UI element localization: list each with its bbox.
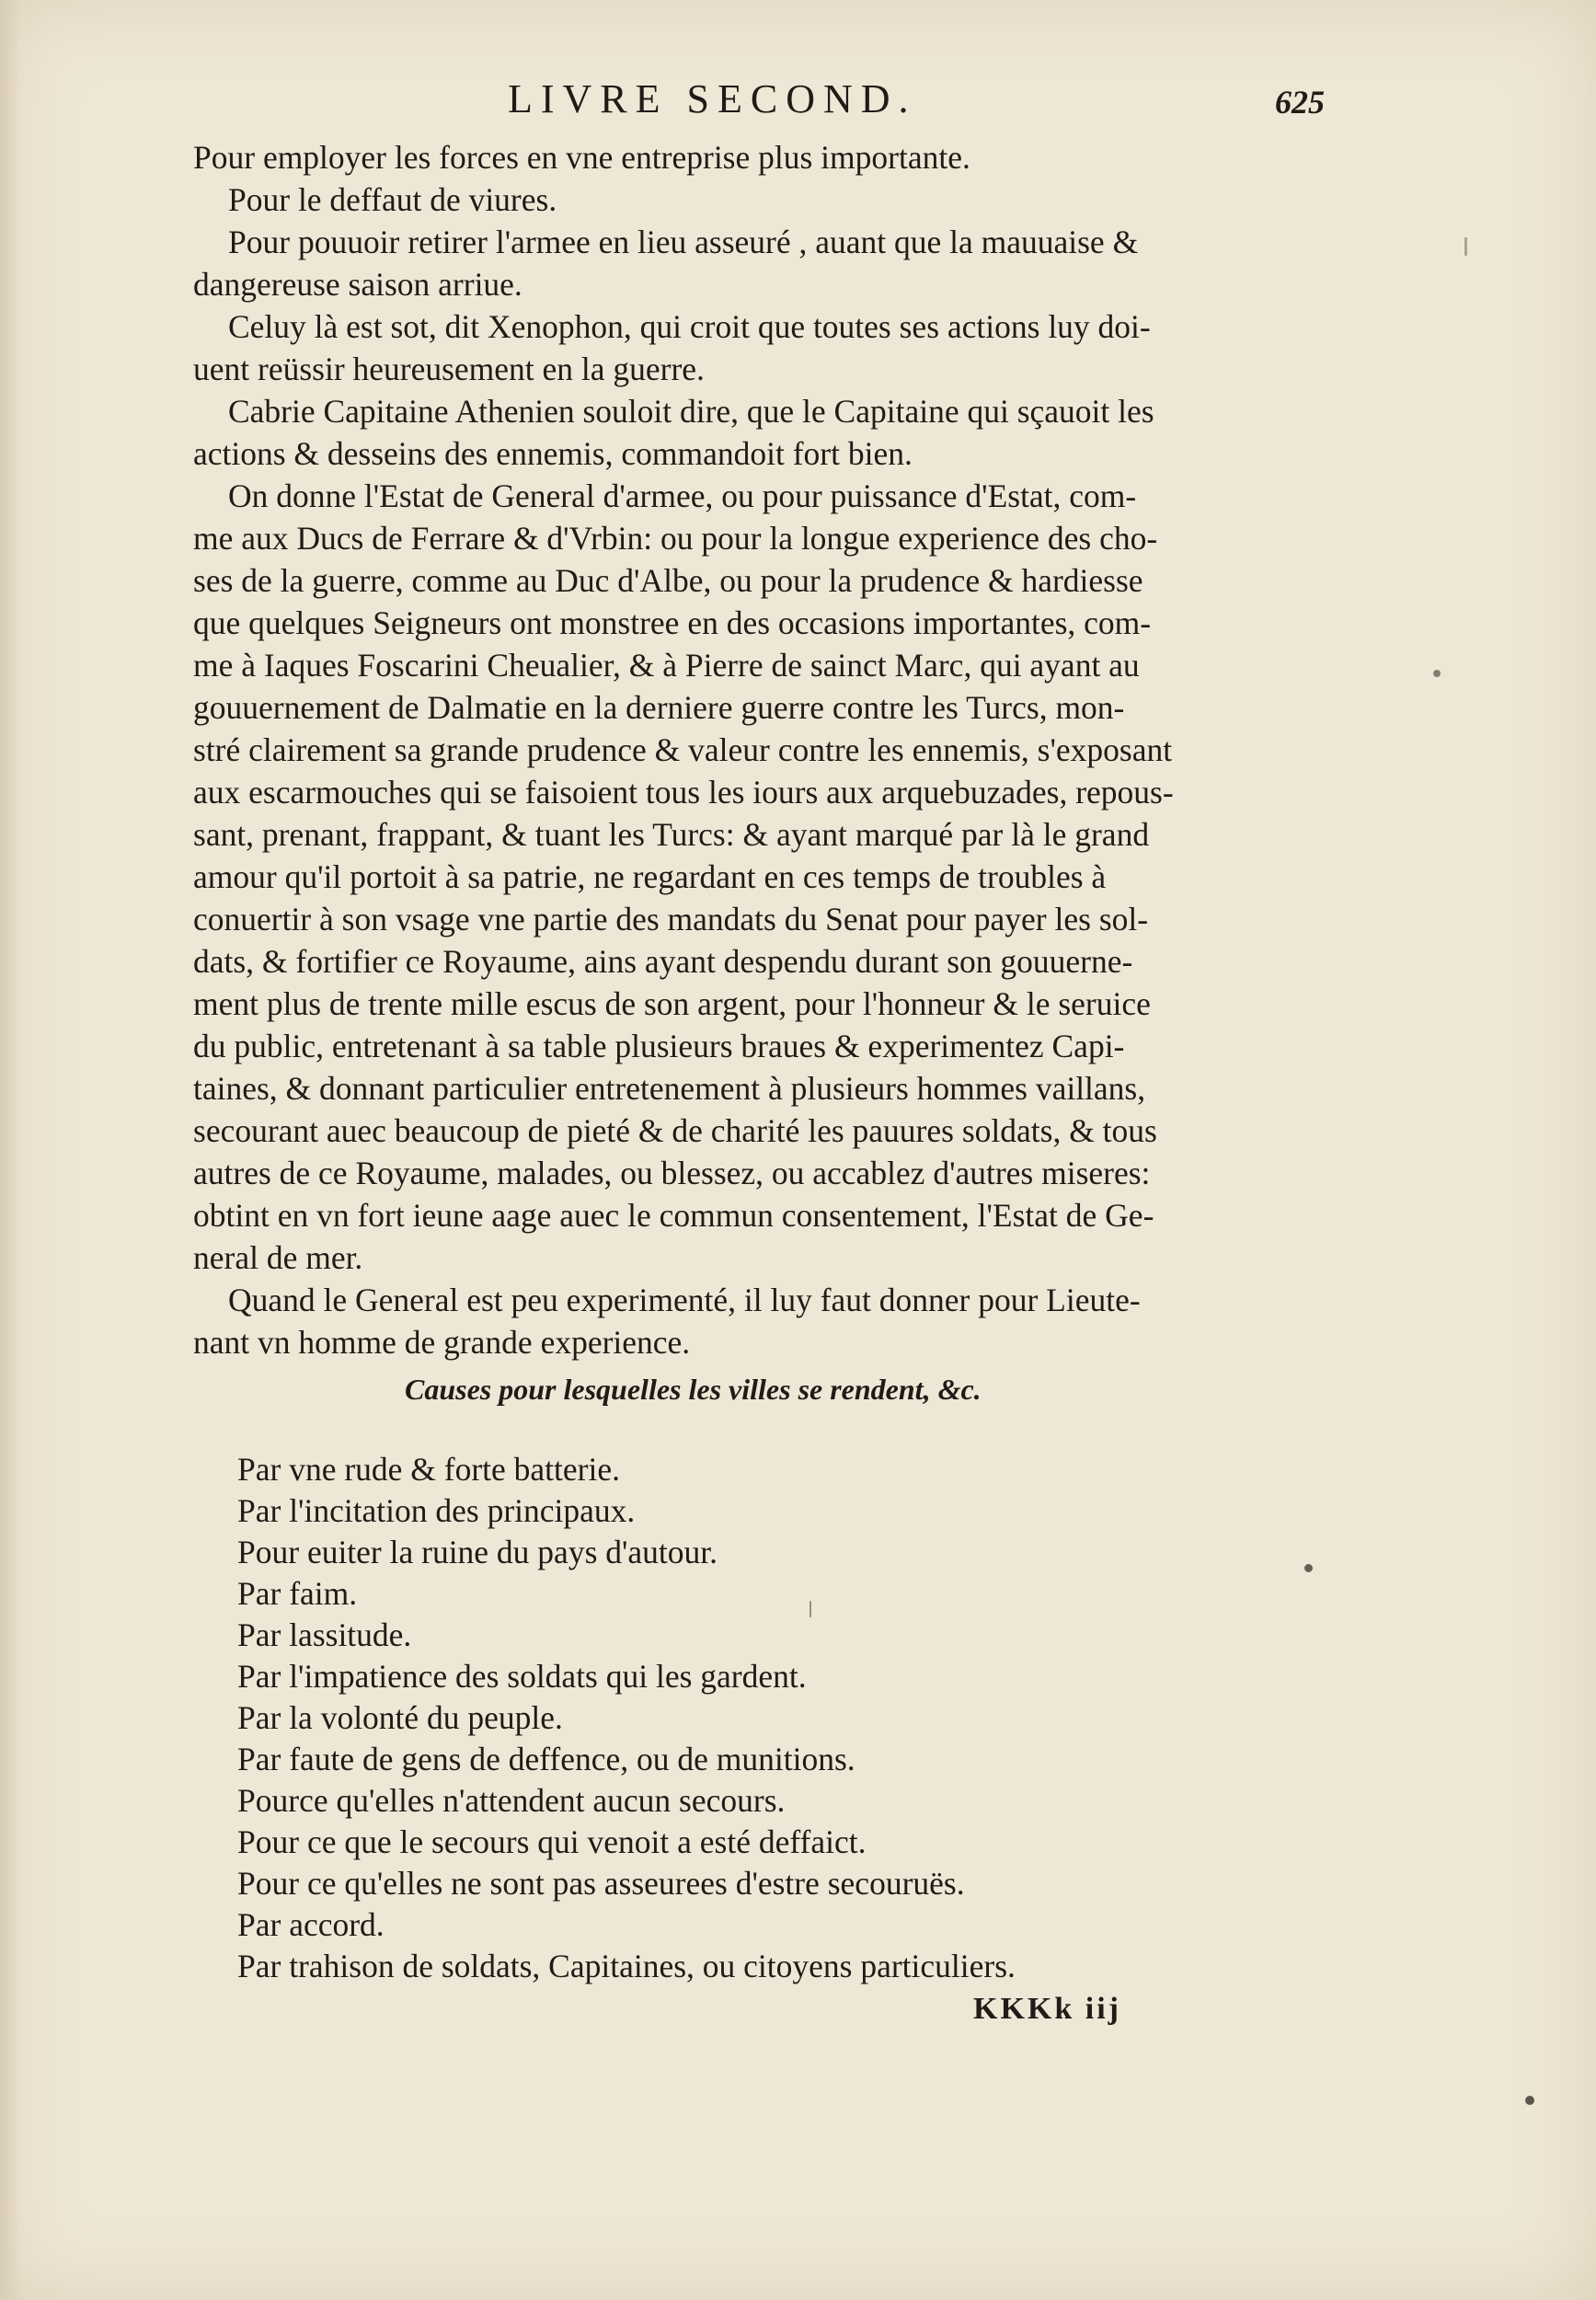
list-item: Par faim. xyxy=(237,1575,358,1612)
text-line: dats, & fortifier ce Royaume, ains ayant despendu durant son gouuerne- xyxy=(193,943,1133,980)
list-item: Pource qu'elles n'attendent aucun secours. xyxy=(237,1782,786,1819)
text-line: gouuernement de Dalmatie en la derniere guerre contre les Turcs, mon- xyxy=(193,689,1125,726)
text-line: Celuy là est sot, dit Xenophon, qui croit que toutes ses actions luy doi- xyxy=(228,308,1151,345)
list-item: Par l'incitation des principaux. xyxy=(237,1492,636,1529)
list-item: Par l'impatience des soldats qui les gardent. xyxy=(237,1658,807,1695)
list-item: Pour ce que le secours qui venoit a esté deffaict. xyxy=(237,1823,867,1860)
ink-speck xyxy=(1464,237,1467,256)
text-line: taines, & donnant particulier entretenement à plusieurs hommes vaillans, xyxy=(193,1070,1146,1107)
ink-speck xyxy=(1433,670,1441,677)
text-line: dangereuse saison arriue. xyxy=(193,266,522,303)
text-line: aux escarmouches qui se faisoient tous les iours aux arquebuzades, repous- xyxy=(193,774,1174,811)
text-line: uent reüssir heureusement en la guerre. xyxy=(193,351,705,387)
text-line: neral de mer. xyxy=(193,1239,363,1276)
text-line: actions & desseins des ennemis, commandoit fort bien. xyxy=(193,435,913,472)
causes-list xyxy=(237,1449,1157,1987)
text-line: autres de ce Royaume, malades, ou blessez, ou accablez d'autres miseres: xyxy=(193,1155,1151,1191)
text-line: sant, prenant, frappant, & tuant les Turcs: & ayant marqué par là le grand xyxy=(193,816,1150,853)
text-line: secourant auec beaucoup de pieté & de charité les pauures soldats, & tous xyxy=(193,1112,1157,1149)
text-line: Pour le deffaut de viures. xyxy=(228,181,557,218)
list-item: Par trahison de soldats, Capitaines, ou citoyens particuliers. xyxy=(237,1948,1016,1984)
list-item: Par faute de gens de deffence, ou de munitions. xyxy=(237,1741,855,1777)
text-line: amour qu'il portoit à sa patrie, ne regardant en ces temps de troubles à xyxy=(193,858,1107,895)
text-line: On donne l'Estat de General d'armee, ou pour puissance d'Estat, com- xyxy=(228,477,1137,514)
ink-speck xyxy=(1525,2096,1534,2105)
main-text-block xyxy=(193,136,1320,1363)
text-line: me à Iaques Foscarini Cheualier, & à Pierre de sainct Marc, qui ayant au xyxy=(193,647,1140,684)
running-title: LIVRE SECOND. xyxy=(508,76,917,121)
text-line: obtint en vn fort ieune aage auec le commun consentement, l'Estat de Ge- xyxy=(193,1197,1154,1234)
text-line: conuertir à son vsage vne partie des mandats du Senat pour payer les sol- xyxy=(193,901,1149,937)
signature-mark: KKKk iij xyxy=(973,1992,1121,2026)
text-line: Cabrie Capitaine Athenien souloit dire, que le Capitaine qui sçauoit les xyxy=(228,393,1154,430)
ink-speck xyxy=(1304,1564,1313,1572)
text-line: nant vn homme de grande experience. xyxy=(193,1324,691,1361)
list-item: Pour ce qu'elles ne sont pas asseurees d'estre secouruës. xyxy=(237,1865,965,1902)
text-line: ses de la guerre, comme au Duc d'Albe, ou pour la prudence & hardiesse xyxy=(193,562,1143,599)
page-header xyxy=(221,75,1325,131)
text-line: me aux Ducs de Ferrare & d'Vrbin: ou pour la longue experience des cho- xyxy=(193,520,1158,557)
text-line: Pour employer les forces en vne entreprise plus importante. xyxy=(193,139,970,176)
text-line: que quelques Seigneurs ont monstree en des occasions importantes, com- xyxy=(193,604,1152,641)
page-number: 625 xyxy=(1275,84,1325,121)
list-item: Pour euiter la ruine du pays d'autour. xyxy=(237,1534,718,1570)
text-line: du public, entretenant à sa table plusieurs braues & experimentez Capi- xyxy=(193,1028,1125,1064)
list-item: Par accord. xyxy=(237,1906,385,1943)
list-item: Par la volonté du peuple. xyxy=(237,1699,563,1736)
ink-speck xyxy=(809,1601,811,1617)
text-line: stré clairement sa grande prudence & valeur contre les ennemis, s'exposant xyxy=(193,731,1173,768)
list-item: Par lassitude. xyxy=(237,1616,412,1653)
section-heading: Causes pour lesquelles les villes se rendent, &c. xyxy=(405,1373,982,1406)
list-item: Par vne rude & forte batterie. xyxy=(237,1451,620,1488)
text-line: ment plus de trente mille escus de son argent, pour l'honneur & le seruice xyxy=(193,985,1151,1022)
text-line: Pour pouuoir retirer l'armee en lieu asseuré , auant que la mauuaise & xyxy=(228,224,1139,260)
text-line: Quand le General est peu experimenté, il luy faut donner pour Lieute- xyxy=(228,1282,1141,1318)
